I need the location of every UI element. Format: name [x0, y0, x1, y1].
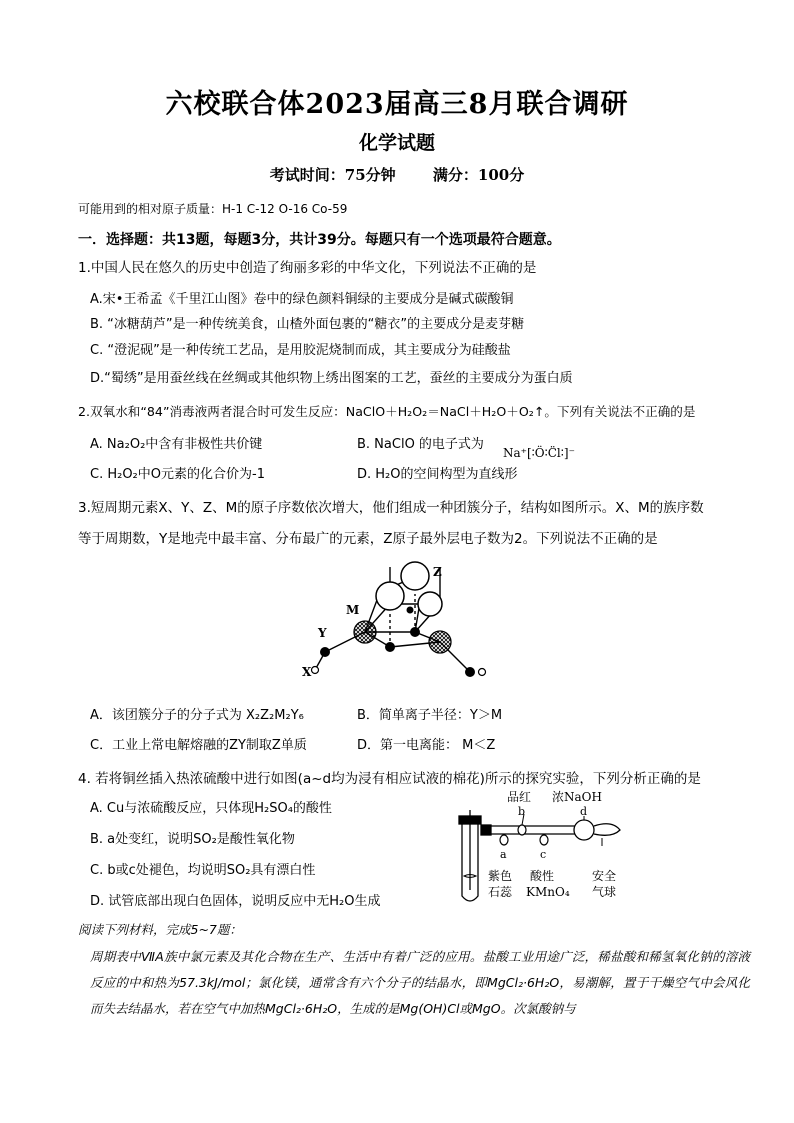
- q1-stem: 1.中国人民在悠久的历史中创造了绚丽多彩的中华文化，下列说法不正确的是: [78, 260, 537, 276]
- label-b: b: [518, 805, 526, 818]
- exam-score: 满分：100分: [432, 166, 525, 184]
- q1-option-c: C. “澄泥砚”是一种传统工艺品，是用胶泥烧制而成，其主要成分为硅酸盐: [90, 343, 511, 358]
- y-atom-5: [407, 607, 414, 614]
- q2-option-c: C. H₂O₂中O元素的化合价为-1: [90, 467, 265, 482]
- q3-stem-line2: 等于周期数，Y是地壳中最丰富、分布最广的元素，Z原子最外层电子数为2。下列说法不正确的是: [78, 531, 658, 547]
- label-pinhong: 品红: [507, 790, 532, 804]
- atomic-masses: 可能用到的相对原子质量：H-1 C-12 O-16 Co-59: [78, 202, 348, 216]
- y-atom-3: [320, 647, 330, 657]
- x-atom-1: [312, 667, 319, 674]
- y-atom-1: [410, 627, 420, 637]
- label-a: a: [500, 848, 507, 861]
- label-shirui: 石蕊: [488, 885, 513, 899]
- y-atom-2: [385, 642, 395, 652]
- q3-option-c: C．工业上常电解熔融的ZY制取Z单质: [90, 738, 307, 753]
- q3-option-b: B．简单离子半径：Y＞M: [357, 708, 503, 723]
- z-atom-top: [401, 562, 429, 590]
- cotton-c: [540, 835, 548, 845]
- section-heading: 一．选择题：共13题，每题3分，共计39分。每题只有一个选项最符合题意。: [78, 232, 561, 248]
- cotton-b: [518, 825, 526, 835]
- cotton-a: [500, 835, 508, 845]
- q3-option-a: A．该团簇分子的分子式为 X₂Z₂M₂Y₆: [90, 708, 304, 723]
- q2-option-d: D. H₂O的空间构型为直线形: [357, 467, 518, 482]
- label-y: Y: [318, 626, 327, 640]
- naclo-electron-formula: Na⁺[∶Ö∶C̈l∶]⁻: [503, 446, 575, 460]
- z-atom-left: [376, 582, 404, 610]
- label-c: c: [540, 848, 547, 861]
- label-m: M: [346, 603, 360, 617]
- exam-title: 六校联合体2023届高三8月联合调研: [165, 89, 629, 120]
- q4-option-d: D. 试管底部出现白色固体，说明反应中无H₂O生成: [90, 894, 381, 909]
- exam-info: [0, 164, 794, 185]
- q4-option-c: C. b或c处褪色，均说明SO₂具有漂白性: [90, 863, 316, 878]
- x-atom-2: [479, 669, 486, 676]
- label-d: d: [580, 805, 588, 818]
- q4-option-b: B. a处变红，说明SO₂是酸性氧化物: [90, 832, 295, 847]
- label-x: X: [302, 665, 312, 679]
- q1-option-b: B. “冰糖葫芦”是一种传统美食，山楂外面包裹的“糖衣”的主要成分是麦芽糖: [90, 317, 525, 332]
- q1-option-d: D.“蜀绣”是用蚕丝线在丝绸或其他织物上绣出图案的工艺，蚕丝的主要成分为蛋白质: [90, 371, 573, 386]
- copper-sulfuric-acid-apparatus: [452, 788, 652, 910]
- y-atom-4: [465, 667, 475, 677]
- q1-option-a: A.宋•王希孟《千里江山图》卷中的绿色颜料铜绿的主要成分是碱式碳酸铜: [90, 292, 514, 307]
- q4-stem: 4. 若将铜丝插入热浓硫酸中进行如图(a~d均为浸有相应试液的棉花)所示的探究实验，下列分析正确的是: [78, 771, 701, 787]
- label-anquan: 安全: [592, 869, 617, 883]
- q2-option-a: A. Na₂O₂中含有非极性共价键: [90, 437, 263, 452]
- q3-option-d: D．第一电离能： M＜Z: [357, 738, 496, 753]
- label-z: Z: [433, 565, 442, 579]
- label-qiqiu: 气球: [592, 885, 617, 899]
- label-kmno4: KMnO₄: [526, 885, 570, 899]
- label-zise: 紫色: [488, 869, 513, 883]
- reading-intro: 阅读下列材料，完成5~7题：: [78, 922, 242, 937]
- q2-stem: 2.双氧水和“84”消毒液两者混合时可发生反应：NaClO＋H₂O₂＝NaCl＋H₂O＋O₂↑。下列有关说法不正确的是: [78, 404, 696, 419]
- q4-option-a: A. Cu与浓硫酸反应，只体现H₂SO₄的酸性: [90, 801, 332, 816]
- reading-passage: 周期表中ⅦA族中氯元素及其化合物在生产、生活中有着广泛的应用。盐酸工业用途广泛，稀盐酸和稀氢氧化钠的溶液反应的中和热为57.3kJ/mol；氯化镁，通常含有六个分子的结晶水，即MgCl₂·6H₂O，易潮解，置于干燥空气中会风化而失去结晶水，若在空气中加热MgCl₂·6H₂O，生成的是Mg(OH)Cl或MgO。次氯酸钠与: [90, 949, 750, 1016]
- cluster-molecule-diagram: [290, 552, 520, 687]
- m-atom-left: [354, 621, 376, 643]
- m-atom-right: [429, 631, 451, 653]
- label-naoh: 浓NaOH: [552, 790, 602, 804]
- exam-subject: 化学试题: [358, 132, 435, 154]
- z-atom-right: [418, 592, 442, 616]
- exam-time: 考试时间：75分钟: [269, 166, 396, 184]
- label-suanxing: 酸性: [530, 869, 555, 883]
- q3-stem-line1: 3.短周期元素X、Y、Z、M的原子序数依次增大，他们组成一种团簇分子，结构如图所示。X、M的族序数: [78, 500, 704, 516]
- q2-option-b: B. NaClO 的电子式为: [357, 437, 484, 452]
